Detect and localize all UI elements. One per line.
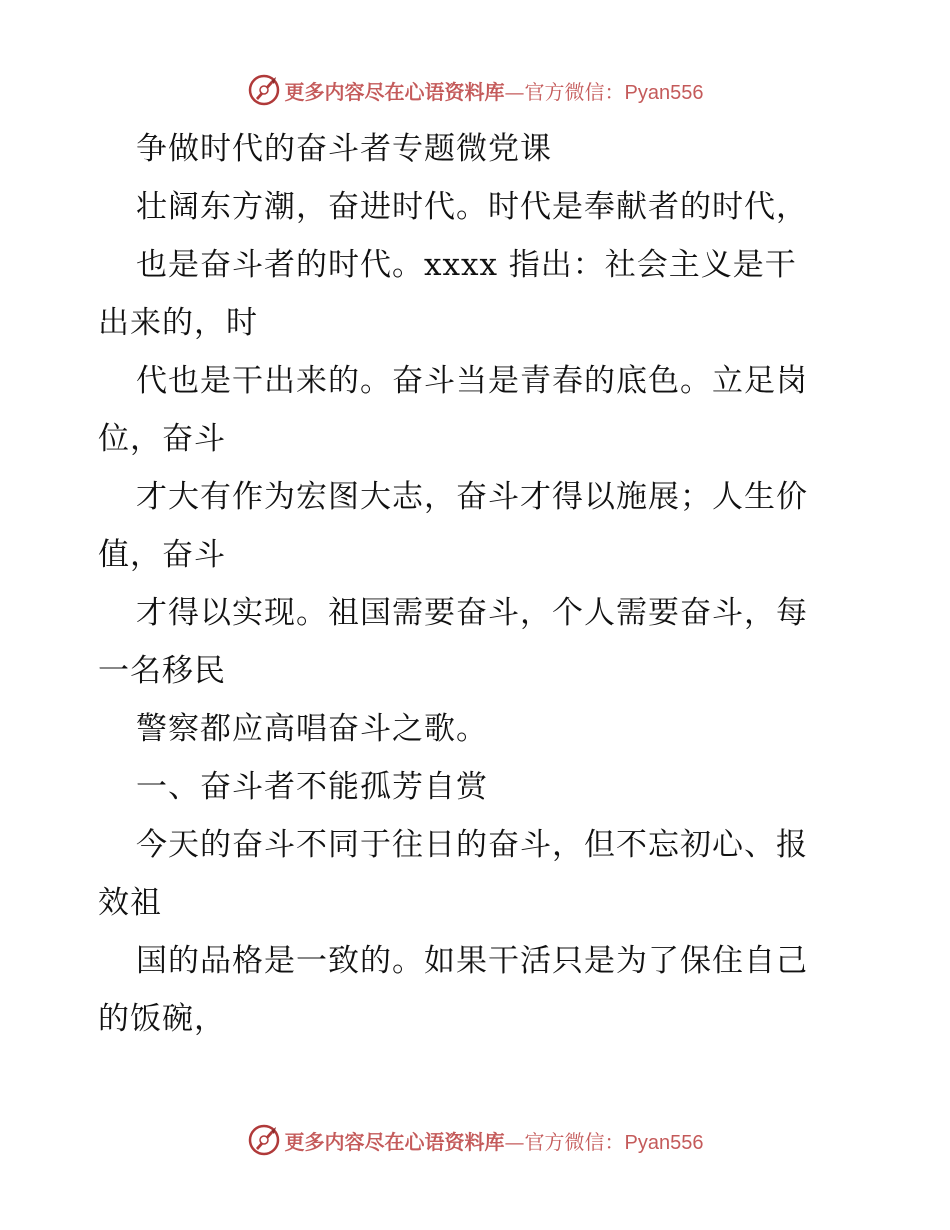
- text-line: 值，奋斗: [98, 537, 226, 573]
- document-body: [98, 120, 858, 1048]
- text-line: 壮阔东方潮，奋进时代。时代是奉献者的时代，: [136, 189, 808, 225]
- text-line: 也是奋斗者的时代。xxxx 指出：社会主义是干: [136, 247, 797, 283]
- quill-pen-circle-icon: [247, 1123, 281, 1157]
- text-line: 今天的奋斗不同于往日的奋斗，但不忘初心、报: [136, 827, 808, 863]
- banner-account: Pyan556: [624, 1131, 704, 1154]
- banner-wechat-label: 官方微信：: [524, 1129, 625, 1154]
- header-banner: [0, 70, 950, 110]
- banner-text: [285, 76, 704, 105]
- text-line: 才大有作为宏图大志，奋斗才得以施展；人生价: [136, 479, 808, 515]
- text-line: 效祖: [98, 885, 162, 921]
- text-line: 警察都应高唱奋斗之歌。: [136, 711, 488, 747]
- banner-text: [285, 1126, 704, 1155]
- text-line: 国的品格是一致的。如果干活只是为了保住自己: [136, 943, 808, 979]
- banner-dash: —: [504, 1129, 525, 1154]
- text-line: 才得以实现。祖国需要奋斗，个人需要奋斗，每: [136, 595, 808, 631]
- text-line: 代也是干出来的。奋斗当是青春的底色。立足岗: [136, 363, 808, 399]
- banner-dash: —: [504, 79, 525, 104]
- banner-account: Pyan556: [624, 81, 704, 104]
- banner-main-text: 更多内容尽在心语资料库: [284, 79, 505, 104]
- banner-wechat-label: 官方微信：: [524, 79, 625, 104]
- text-line: 一名移民: [98, 653, 226, 689]
- document-title: 争做时代的奋斗者专题微党课: [136, 131, 552, 167]
- text-line: 位，奋斗: [98, 421, 226, 457]
- text-line: 一、奋斗者不能孤芳自赏: [136, 769, 488, 805]
- banner-main-text: 更多内容尽在心语资料库: [284, 1129, 505, 1154]
- quill-pen-circle-icon: [247, 73, 281, 107]
- text-line: 出来的，时: [98, 305, 258, 341]
- text-line: 的饭碗，: [98, 1001, 226, 1037]
- footer-banner: [0, 1120, 950, 1160]
